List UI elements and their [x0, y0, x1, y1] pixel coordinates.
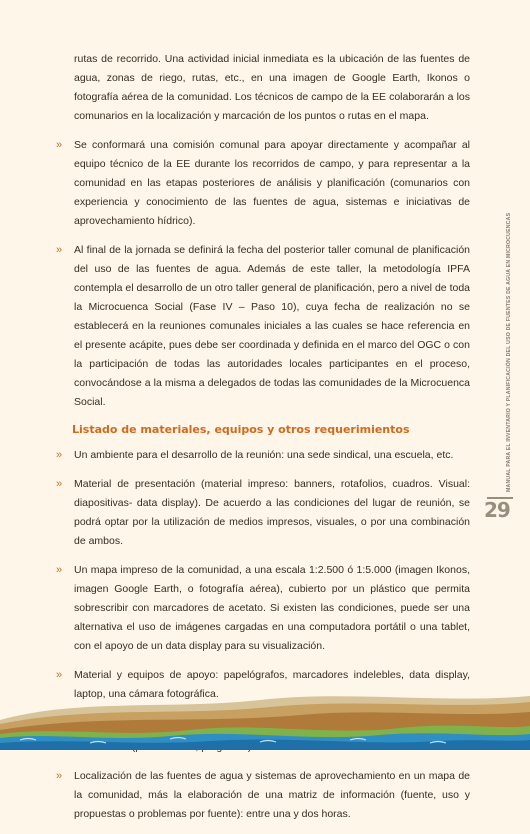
landscape-illustration — [0, 680, 530, 750]
list-item-text: Un mapa impreso de la comunidad, a una escala 1:2.500 ó 1:5.000 (imagen Ikonos, imagen Google Earth, o fotografía aérea), cubierto por un plástico que permita sobrescribir con marcadores de acetato. Si existen las condiciones, puede ser una alternativa el uso de imágenes cargadas en una computadora portátil o una tablet, con el apoyo de un data display para su visualización. — [74, 564, 470, 652]
list-item-text: Al final de la jornada se definirá la fecha del posterior taller comunal de planificación del uso de las fuentes de agua. Además de este taller, la metodología IPFA contempla el desarrollo de un otro taller general de planificación, pero a nivel de toda la Microcuenca Social (Fase IV – Paso 10), cuya fecha de realización no se establecerá en la reuniones comunales iniciales a las cuales se hace referencia en el presente acápite, pues debe ser coordinada y definida en el marco del OGC o con la participación de todas las autoridades locales participantes en el proceso, convocándose a la misma a delegados de todas las comunidades de la Microcuenca Social. — [74, 244, 470, 408]
list-item-text: Un ambiente para el desarrollo de la reunión: una sede sindical, una escuela, etc. — [74, 449, 454, 461]
list-item-text: Se conformará una comisión comunal para apoyar directamente y acompañar al equipo técnico de la EE durante los recorridos de campo, y para representar a la comunidad en las etapas posteriores de análisis y planificación (comunarios con experiencia y conocimiento de las fuentes de agua, sistemas e iniciativas de aprovechamiento hídrico). — [74, 139, 470, 227]
list-item — [56, 241, 470, 412]
list-item-text: Material de presentación (material impreso: banners, rotafolios, cuadros. Visual: diapositivas- data display). De acuerdo a las condiciones del lugar de reunión, se podrá optar por la utilización de medios impresos, visuales, o por una combinación de ambos. — [74, 478, 470, 547]
bullet-arrow-icon: » — [56, 449, 63, 461]
list-item — [56, 475, 470, 551]
list-item — [56, 767, 470, 824]
list-item — [56, 561, 470, 656]
bullet-arrow-icon: » — [56, 139, 63, 151]
bullet-arrow-icon: » — [56, 669, 63, 681]
bullet-arrow-icon: » — [56, 244, 63, 256]
list-item-text: Localización de las fuentes de agua y sistemas de aprovechamiento en un mapa de la comunidad, más la elaboración de una matriz de información (fuente, uso y propuestas o problemas por fuente): entre una y dos horas. — [74, 770, 470, 820]
bullet-arrow-icon: » — [56, 564, 63, 576]
page-number: 29 — [484, 498, 510, 522]
list-item — [56, 446, 470, 465]
bullet-arrow-icon: » — [56, 478, 63, 490]
side-title-text: MANUAL PARA EL INVENTARIO Y PLANIFICACIÓN DEL USO DE FUENTES DE AGUA EN MICROCUENCAS — [506, 212, 512, 492]
bullet-arrow-icon: » — [56, 770, 63, 782]
list-item-text: Material y equipos de apoyo: papelógrafos, marcadores indelebles, data display, laptop, una cámara fotográfica. — [74, 669, 470, 700]
list-item — [56, 136, 470, 231]
section-heading-materials: Listado de materiales, equipos y otros requerimientos — [72, 423, 410, 436]
side-title — [488, 212, 512, 492]
intro-paragraph: rutas de recorrido. Una actividad inicial inmediata es la ubicación de las fuentes de agua, zonas de riego, rutas, etc., en una imagen de Google Earth, Ikonos o fotografía aérea de la comunidad. Los técnicos de campo de la EE colaborarán a los comunarios en la localización y marcación de los puntos o rutas en el mapa. — [74, 53, 470, 122]
